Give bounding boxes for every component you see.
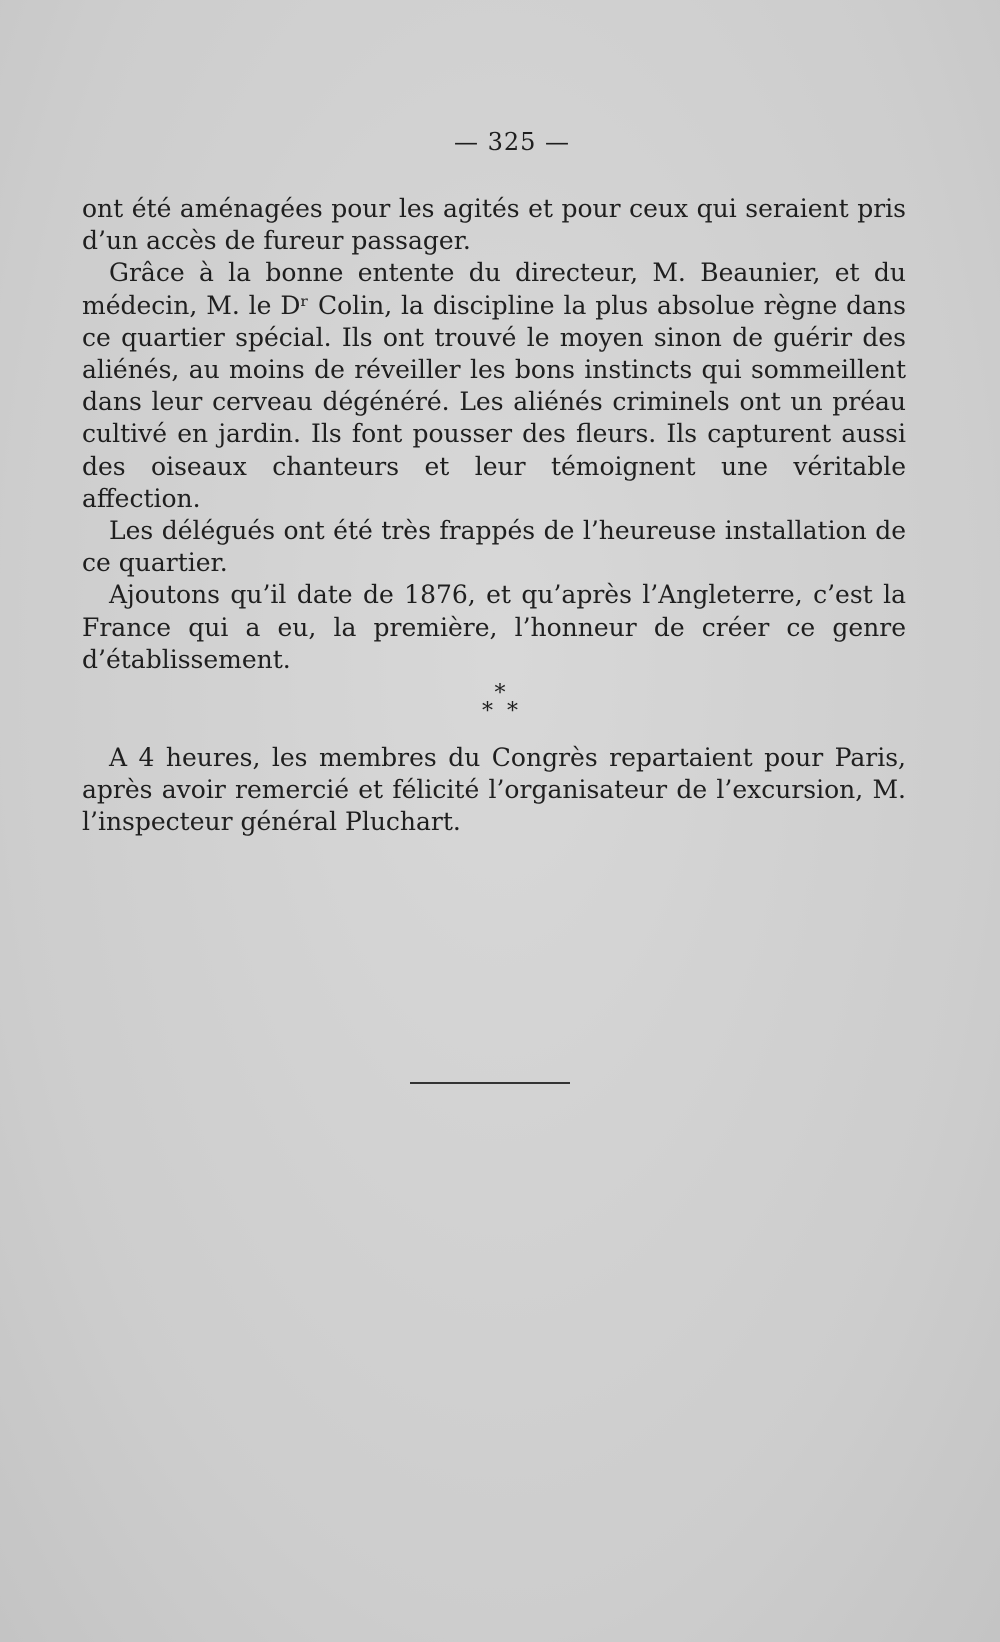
paragraph: ont été aménagées pour les agités et pour ceux qui seraient pris d’un accès de fureur passager. [82,194,906,256]
page-number: — 325 — [453,128,571,156]
asterism-top: * [494,681,506,706]
section-separator-asterism [0,681,1000,724]
closing-paragraph: A 4 heures, les membres du Congrès repartaient pour Paris, après avoir remercié et félicité l’organisateur de l’excursion, M. l’inspecteur général Pluchart. [82,743,906,837]
paragraph: Les délégués ont été très frappés de l’heureuse installation de ce quartier. [82,516,906,578]
closing-text [82,742,906,839]
asterism-bottom: ** [482,699,532,724]
paragraph: Grâce à la bonne entente du directeur, M. Beaunier, et du médecin, M. le Dʳ Colin, la discipline la plus absolue règne dans ce quartier spécial. Ils ont trouvé le moyen sinon de guérir des aliénés, au moins de réveiller les bons instincts qui sommeillent dans leur cerveau dégénéré. Les aliénés criminels ont un préau cultivé en jardin. Ils font pousser des fleurs. Ils capturent aussi des oiseaux chanteurs et leur témoignent une véritable affection. [82,258,906,513]
end-of-section-rule [410,1082,570,1084]
paragraph: Ajoutons qu’il date de 1876, et qu’après l’Angleterre, c’est la France qui a eu, la première, l’honneur de créer ce genre d’établissement. [82,580,906,674]
body-text [82,193,906,676]
